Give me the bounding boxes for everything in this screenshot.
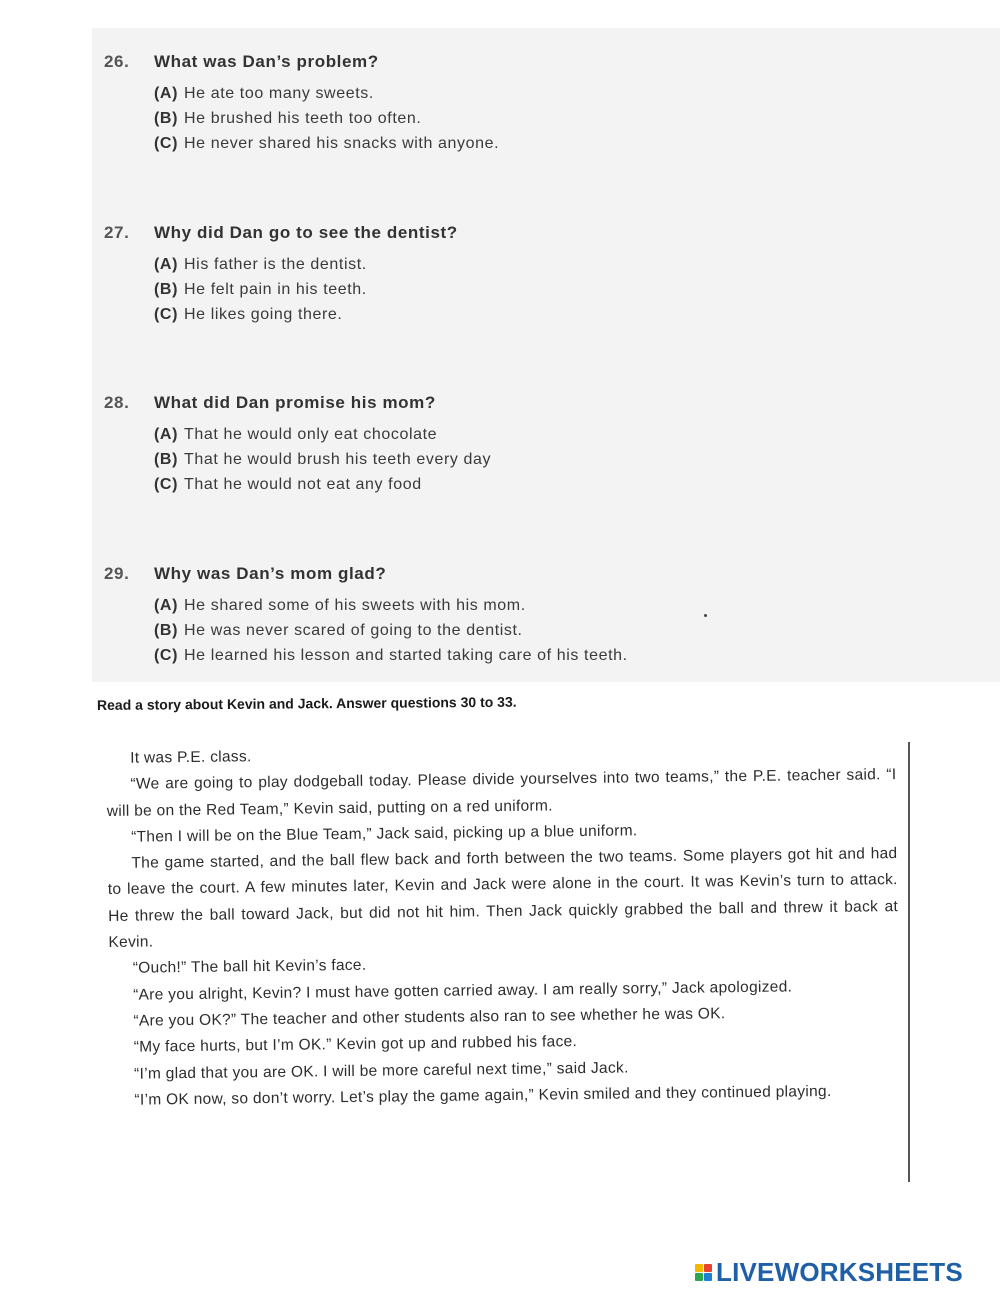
story-paragraph: “Are you OK?” The teacher and other students also ran to see whether he was OK.	[133, 1005, 726, 1030]
story-paragraph: “Then I will be on the Blue Team,” Jack said, picking up a blue uniform.	[131, 822, 638, 846]
story-paragraph: It was P.E. class.	[130, 748, 252, 767]
option-c: (C) He never shared his snacks with anyone.	[154, 135, 500, 152]
option-b: (B) He felt pain in his teeth.	[154, 281, 367, 298]
liveworksheets-logo-icon	[695, 1264, 712, 1281]
logo-square	[704, 1264, 712, 1272]
question-26	[104, 52, 499, 156]
question-number: 27.	[104, 223, 130, 242]
option-b: (B) That he would brush his teeth every day	[154, 451, 492, 468]
logo-square	[704, 1273, 712, 1281]
option-b: (B) He brushed his teeth too often.	[154, 110, 422, 127]
option-a: (A) His father is the dentist.	[154, 256, 367, 273]
story-passage	[106, 736, 901, 1114]
page-border-line	[908, 742, 910, 1182]
liveworksheets-brand	[695, 1257, 963, 1288]
story-paragraph: The game started, and the ball flew back and forth between the two teams. Some players got hit and had to leave the court. A few minutes later, Kevin and Jack were alone in the court. It was Kevin’s turn to attack. He threw the ball toward Jack, but did not hit him. Then Jack quickly grabbed the ball and threw it back at Kevin.	[107, 845, 899, 952]
brand-name: LIVEWORKSHEETS	[716, 1257, 963, 1287]
story-instructions: Read a story about Kevin and Jack. Answer questions 30 to 33.	[96, 693, 517, 713]
question-text: What was Dan’s problem?	[154, 52, 379, 71]
question-heading	[104, 564, 628, 584]
option-a: (A) That he would only eat chocolate	[154, 426, 438, 443]
story-paragraph: “My face hurts, but I’m OK.” Kevin got up and rubbed his face.	[133, 1033, 578, 1056]
option-a: (A) He ate too many sweets.	[154, 85, 374, 102]
story-paragraph: “Ouch!” The ball hit Kevin’s face.	[132, 957, 367, 978]
question-text: What did Dan promise his mom?	[154, 393, 436, 412]
option-list	[154, 593, 628, 668]
story-paragraph: “I’m glad that you are OK. I will be more careful next time,” said Jack.	[134, 1059, 629, 1083]
question-heading	[104, 223, 458, 243]
story-paragraph: “I’m OK now, so don’t worry. Let’s play the game again,” Kevin smiled and they continued playing.	[134, 1082, 832, 1109]
option-c: (C) That he would not eat any food	[154, 476, 422, 493]
question-28	[104, 393, 491, 497]
scan-speck	[704, 614, 707, 617]
question-27	[104, 223, 458, 327]
story-paragraph: “We are going to play dodgeball today. Please divide yourselves into two teams,” the P.E. teacher said. “I will be on the Red Team,” Kevin said, putting on a red uniform.	[106, 766, 897, 820]
story-paragraph: “Are you alright, Kevin? I must have gotten carried away. I am really sorry,” Jack apologized.	[133, 978, 793, 1004]
option-list	[154, 81, 499, 156]
question-number: 29.	[104, 564, 130, 583]
option-list	[154, 422, 491, 497]
question-29	[104, 564, 628, 668]
logo-square	[695, 1264, 703, 1272]
option-list	[154, 252, 458, 327]
logo-square	[695, 1273, 703, 1281]
option-a: (A) He shared some of his sweets with his mom.	[154, 597, 526, 614]
question-number: 26.	[104, 52, 130, 71]
option-b: (B) He was never scared of going to the dentist.	[154, 622, 523, 639]
question-heading	[104, 52, 499, 72]
question-number: 28.	[104, 393, 130, 412]
question-text: Why did Dan go to see the dentist?	[154, 223, 458, 242]
option-c: (C) He learned his lesson and started taking care of his teeth.	[154, 647, 628, 664]
question-heading	[104, 393, 491, 413]
option-c: (C) He likes going there.	[154, 306, 343, 323]
question-text: Why was Dan’s mom glad?	[154, 564, 387, 583]
